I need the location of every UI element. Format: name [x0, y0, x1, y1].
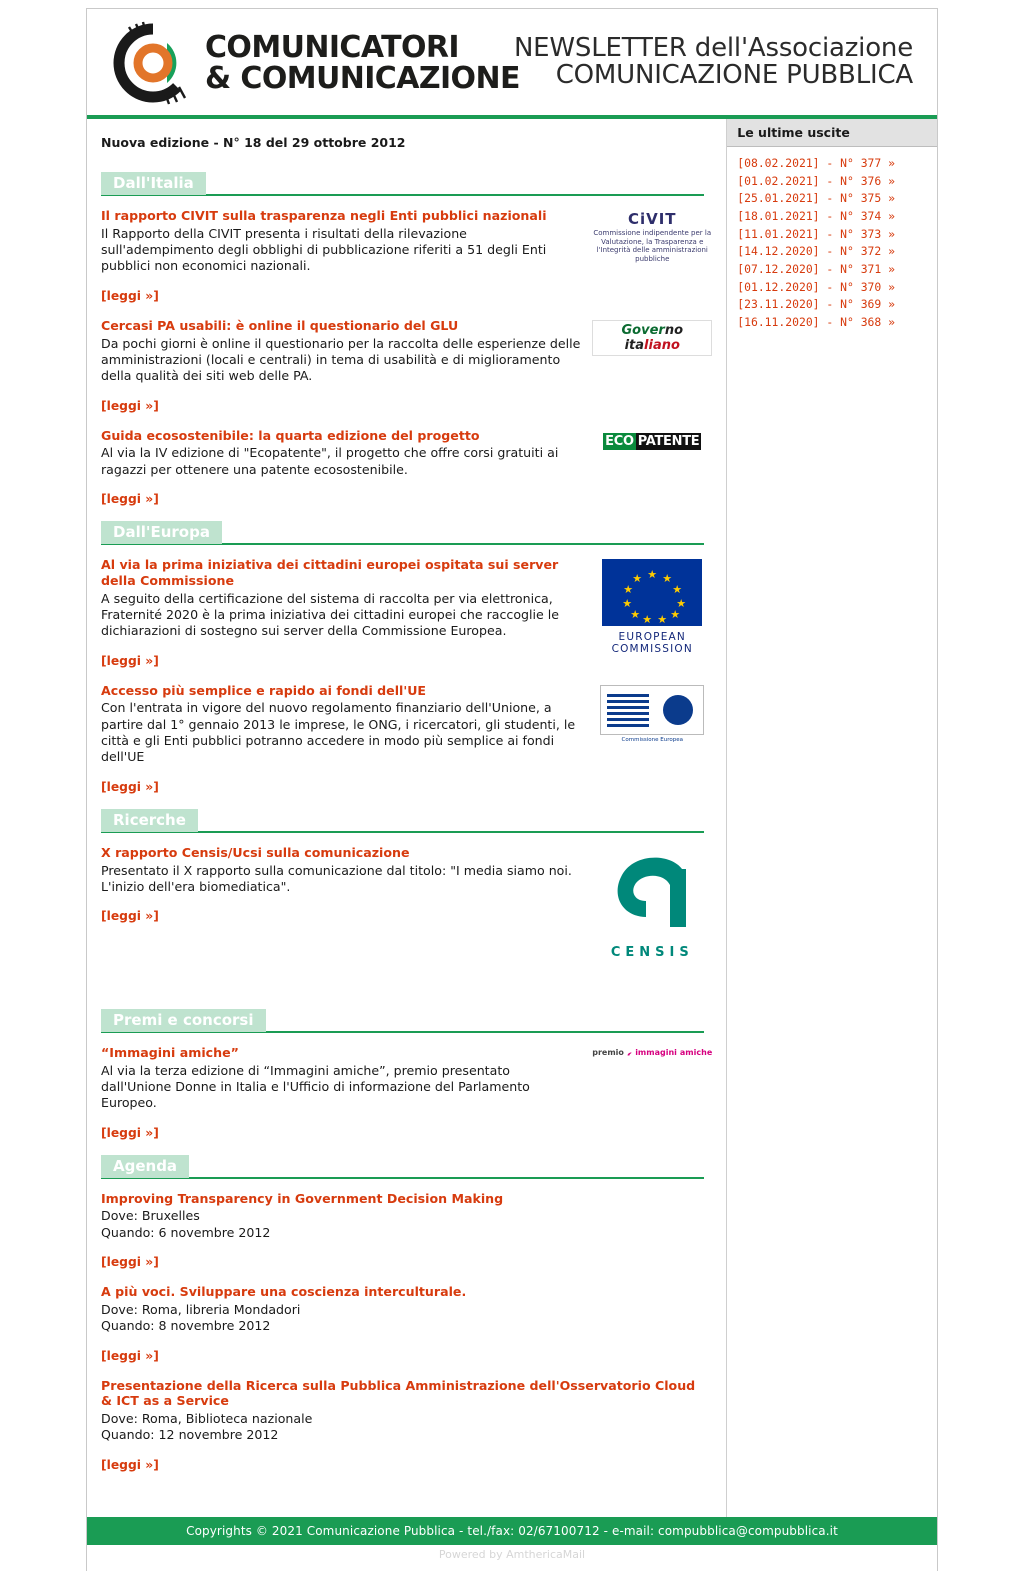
newsletter-title-line-2: COMUNICAZIONE PUBBLICA [555, 60, 913, 91]
section-pill-label: Ricerche [101, 809, 198, 832]
brand-logo [105, 21, 520, 107]
agenda-where: Dove: Roma, libreria Mondadori [101, 1301, 301, 1317]
section-pill-label: Agenda [101, 1155, 189, 1178]
article-title: “Immagini amiche” [101, 1044, 239, 1060]
main-column [87, 119, 726, 1517]
brand-line-1: COMUNICATORI [205, 30, 459, 66]
article-title: Guida ecosostenibile: la quarta edizione del progetto [101, 427, 480, 443]
newsletter-frame [86, 8, 938, 1571]
article-description: Al via la terza edizione di “Immagini amiche”, premio presentato dall'Unione Donne in Italia e l'Ufficio di informazione del Parlamento Europeo. [101, 1062, 530, 1111]
section-header-dalleuropa [101, 521, 712, 547]
article-description: Da pochi giorni è online il questionario per la raccolta delle esperienze delle amministrazioni (locali e centrali) in tema di usabilità e di miglioramento della qualità dei siti web delle PA. [101, 335, 581, 384]
newsletter-header [87, 9, 937, 119]
brand-wordmark [205, 30, 520, 96]
agenda-where: Dove: Bruxelles [101, 1208, 200, 1224]
article-item [101, 208, 712, 304]
read-more-link[interactable]: [leggi »] [101, 1348, 159, 1363]
footer-copyright: Copyrights © 2021 Comunicazione Pubblica - tel./fax: 02/67100712 - e-mail: compubblica@compubblica.it [87, 1517, 937, 1545]
article-thumbnail-censis [592, 855, 712, 960]
article-item [101, 1045, 712, 1141]
sidebar-item-issue[interactable]: [01.02.2021] - N° 376 » [737, 173, 895, 188]
section-pill-label: Dall'Italia [101, 172, 206, 195]
article-thumbnail-european-commission [592, 559, 712, 655]
agenda-when: Quando: 8 novembre 2012 [101, 1318, 271, 1334]
agenda-item [101, 1378, 712, 1473]
sidebar-item-issue[interactable]: [16.11.2020] - N° 368 » [737, 315, 895, 330]
edition-line: Nuova edizione - N° 18 del 29 ottobre 2012 [101, 135, 406, 150]
article-title: Accesso più semplice e rapido ai fondi dell'UE [101, 682, 427, 698]
agenda-where: Dove: Roma, Biblioteca nazionale [101, 1410, 313, 1426]
sidebar-item-issue[interactable]: [14.12.2020] - N° 372 » [737, 244, 895, 259]
sidebar-issue-list [727, 147, 937, 342]
read-more-link[interactable]: [leggi »] [101, 1255, 159, 1270]
comunicatori-logo-icon [105, 21, 201, 107]
read-more-link[interactable]: [leggi »] [101, 909, 159, 924]
section-header-dallitalia [101, 172, 712, 198]
sidebar-item-issue[interactable]: [08.02.2021] - N° 377 » [737, 156, 895, 170]
article-description: Con l'entrata in vigore del nuovo regolamento finanziario dell'Unione, a partire dal 1° gennaio 2013 le imprese, le ONG, i ricercatori, gli studenti, le città e gli Enti pubblici potranno accedere in modo più semplice ai fondi dell'UE [101, 700, 576, 765]
agenda-item [101, 1191, 712, 1270]
article-thumbnail-civit [592, 210, 712, 264]
sidebar-item-issue[interactable]: [18.01.2021] - N° 374 » [737, 209, 895, 224]
article-description: Il Rapporto della CIVIT presenta i risultati della rilevazione sull'adempimento degli obblighi di pubblicazione riferiti a 51 degli Enti pubblici non economici nazionali. [101, 225, 547, 274]
article-title: Al via la prima iniziativa dei cittadini europei ospitata sui server della Commissione [101, 557, 559, 588]
ecopatente-logo-icon: ECO PATENTE [605, 433, 700, 449]
sidebar-item-issue[interactable]: [23.11.2020] - N° 369 » [737, 297, 895, 312]
read-more-link[interactable]: [leggi »] [101, 288, 159, 303]
commissione-europea-caption: Commissione Europea [621, 736, 683, 743]
sidebar-item-issue[interactable]: [25.01.2021] - N° 375 » [737, 191, 895, 206]
article-item [101, 683, 712, 795]
agenda-when: Quando: 12 novembre 2012 [101, 1427, 279, 1443]
read-more-link[interactable]: [leggi »] [101, 398, 159, 413]
agenda-title: Improving Transparency in Government Decision Making [101, 1190, 504, 1206]
article-thumbnail-ecopatente [592, 430, 712, 449]
agenda-when: Quando: 6 novembre 2012 [101, 1224, 271, 1240]
article-item [101, 318, 712, 414]
section-pill-label: Premi e concorsi [101, 1009, 266, 1032]
article-title: Cercasi PA usabili: è online il questionario del GLU [101, 317, 459, 333]
article-thumbnail-commissione-europea [592, 685, 712, 744]
read-more-link[interactable]: [leggi »] [101, 779, 159, 794]
sidebar-item-issue[interactable]: [01.12.2020] - N° 370 » [737, 279, 895, 294]
newsletter-title-line-1: NEWSLETTER dell'Associazione [513, 33, 913, 63]
article-thumbnail-governo-italiano [592, 320, 712, 356]
article-title: Il rapporto CIVIT sulla trasparenza negli Enti pubblici nazionali [101, 208, 547, 223]
article-item [101, 845, 712, 995]
immagini-amiche-logo-icon: premio immagini amiche [592, 1048, 713, 1058]
censis-logo-icon [604, 855, 700, 939]
agenda-item [101, 1284, 712, 1363]
eu-flag-icon: ★ ★ ★ ★ ★ ★ ★ ★ ★ ★ ★ [602, 559, 702, 626]
newsletter-title [514, 35, 913, 90]
brand-line-2: & COMUNICAZIONE [205, 61, 520, 96]
agenda-title: Presentazione della Ricerca sulla Pubblica Amministrazione dell'Osservatorio Cloud & ICT as a Service [101, 1377, 696, 1409]
read-more-link[interactable]: [leggi »] [101, 1457, 159, 1472]
civit-logo-subtext: Commissione indipendente per la Valutazione, la Trasparenza e l'Integrità delle amministrazioni pubbliche [593, 228, 712, 263]
article-description: Al via la IV edizione di "Ecopatente", il progetto che offre corsi gratuiti ai ragazzi per ottenere una patente ecosostenibile. [101, 445, 559, 477]
footer-powered-by: Powered by AmthericaMail [87, 1545, 937, 1571]
section-header-ricerche [101, 809, 712, 835]
article-thumbnail-immagini-amiche [592, 1047, 712, 1061]
section-header-agenda [101, 1155, 712, 1181]
sidebar [726, 119, 937, 1517]
sidebar-item-issue[interactable]: [11.01.2021] - N° 373 » [737, 226, 895, 241]
read-more-link[interactable]: [leggi »] [101, 492, 159, 507]
article-description: A seguito della certificazione del sistema di raccolta per via elettronica, Fraternité 2020 è la prima iniziativa dei cittadini europei che raccoglie le dichiarazioni di sostegno sui server della Commissione Europea. [101, 590, 560, 639]
section-rule [101, 1177, 704, 1179]
newsletter-body [87, 119, 937, 1517]
commissione-europea-logo-icon [600, 685, 704, 735]
article-item [101, 557, 712, 669]
article-title: X rapporto Censis/Ucsi sulla comunicazione [101, 844, 410, 860]
read-more-link[interactable]: [leggi »] [101, 1125, 159, 1140]
read-more-link[interactable]: [leggi »] [101, 653, 159, 668]
section-header-premi [101, 1009, 712, 1035]
article-item [101, 428, 712, 507]
civit-logo-text: CiVIT [627, 210, 677, 228]
article-description: Presentato il X rapporto sulla comunicazione dal titolo: "I media siamo noi. L'inizio dell'era biomediatica". [101, 862, 572, 894]
sidebar-item-issue[interactable]: [07.12.2020] - N° 371 » [737, 262, 895, 277]
censis-wordmark: CENSIS [610, 944, 694, 960]
eu-flag-caption: EUROPEAN COMMISSION [611, 631, 693, 656]
sidebar-title: Le ultime uscite [727, 119, 937, 147]
agenda-title: A più voci. Sviluppare una coscienza interculturale. [101, 1284, 467, 1300]
governo-italiano-logo-icon: Governo italiano [592, 320, 712, 356]
section-pill-label: Dall'Europa [101, 521, 222, 544]
